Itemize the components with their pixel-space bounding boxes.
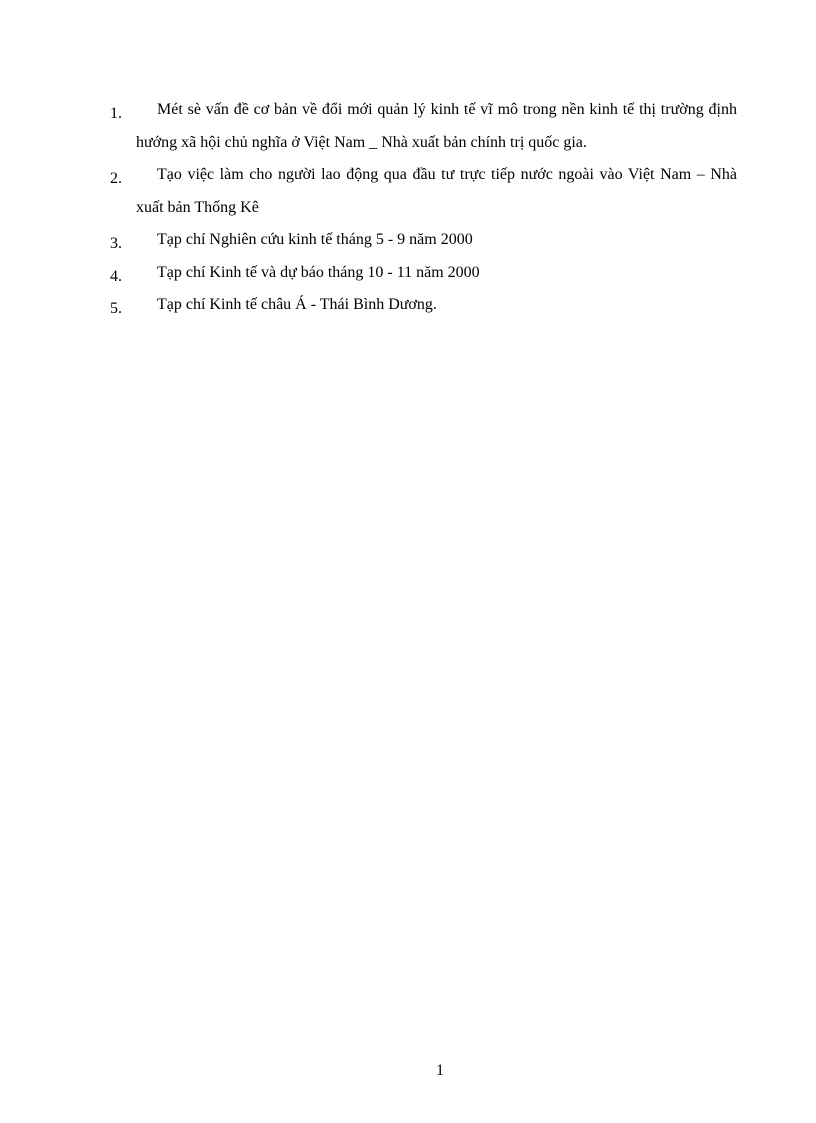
reference-number: 3. bbox=[110, 235, 122, 252]
page-number: 1 bbox=[436, 1062, 444, 1079]
reference-list bbox=[110, 94, 737, 322]
reference-item-4 bbox=[110, 257, 737, 290]
reference-text: Tạp chí Nghiên cứu kinh tế tháng 5 - 9 năm 2000 bbox=[157, 231, 473, 248]
reference-item-2 bbox=[110, 159, 737, 224]
reference-number: 5. bbox=[110, 300, 122, 317]
reference-item-5 bbox=[110, 289, 737, 322]
reference-number: 4. bbox=[110, 267, 122, 285]
reference-text: Tạp chí Kinh tế châu Á - Thái Bình Dương. bbox=[157, 296, 437, 313]
reference-text: Tạp chí Kinh tế và dự báo tháng 10 - 11 năm 2000 bbox=[157, 263, 480, 281]
reference-number: 1. bbox=[110, 105, 122, 122]
reference-item-1 bbox=[110, 94, 737, 159]
reference-item-3 bbox=[110, 224, 737, 257]
reference-number: 2. bbox=[110, 170, 122, 187]
reference-text: Tạo việc làm cho người lao động qua đầu tư trực tiếp nước ngoài vào Việt Nam – Nhà xuất bản Thống Kê bbox=[136, 166, 737, 216]
reference-text: Mét sè vấn đề cơ bản về đổi mới quản lý kinh tế vĩ mô trong nền kinh tế thị trường định hướng xã hội chủ nghĩa ở Việt Nam _ Nhà xuất bản chính trị quốc gia. bbox=[136, 101, 737, 151]
